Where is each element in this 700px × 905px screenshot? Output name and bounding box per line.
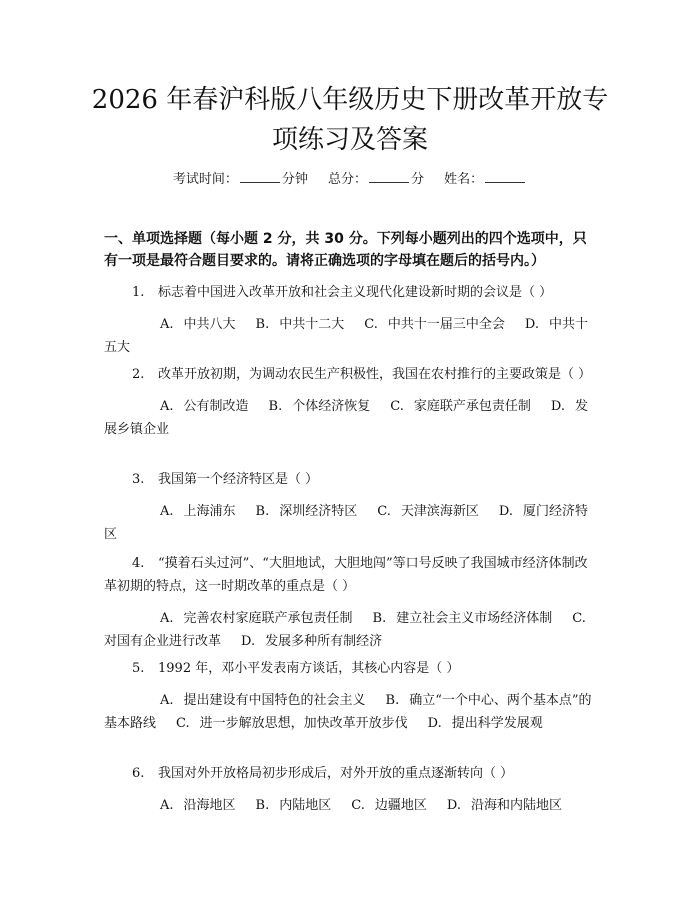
- option-b: [256, 798, 332, 813]
- option-letter: B.: [255, 798, 270, 813]
- option-text: 个体经济恢复: [292, 399, 371, 414]
- option-c: [377, 504, 479, 519]
- option-text: 建立社会主义市场经济体制: [396, 611, 553, 626]
- option-letter: D.: [427, 716, 442, 731]
- question-5: [104, 657, 598, 735]
- option-text: 沿海地区: [183, 798, 236, 813]
- option-b: [256, 504, 358, 519]
- question-stem: [104, 657, 598, 680]
- option-letter: C.: [351, 798, 365, 813]
- option-b: [256, 317, 345, 332]
- question-number: 1.: [132, 285, 145, 300]
- option-text: 厦门经济特区: [104, 504, 588, 542]
- option-letter: D.: [498, 504, 513, 519]
- option-a: [160, 693, 366, 708]
- question-number: 6.: [132, 766, 145, 781]
- option-letter: A.: [160, 611, 174, 626]
- exam-time-unit: 分钟: [281, 172, 308, 187]
- option-text: 家庭联产承包责任制: [413, 399, 531, 414]
- option-letter: A.: [160, 317, 174, 332]
- question-number: 2.: [132, 367, 145, 382]
- exam-time: [173, 170, 308, 189]
- option-letter: D.: [524, 317, 539, 332]
- question-text: 1992 年，邓小平发表南方谈话，其核心内容是（ ）: [158, 661, 460, 676]
- option-letter: B.: [372, 611, 387, 626]
- exam-time-label: 考试时间：: [172, 172, 238, 187]
- option-a: [160, 317, 236, 332]
- option-text: 上海浦东: [183, 504, 236, 519]
- option-text: 边疆地区: [374, 798, 427, 813]
- exam-name-blank: [485, 170, 525, 183]
- exam-score-unit: 分: [411, 172, 425, 187]
- document-title: [60, 80, 640, 160]
- option-letter: B.: [385, 693, 400, 708]
- question-stem: [104, 468, 598, 491]
- option-text: 确立“一个中心、两个基本点”的基本路线: [104, 693, 592, 731]
- option-a: [160, 399, 249, 414]
- option-text: 进一步解放思想，加快改革开放步伐: [199, 716, 408, 731]
- question-stem: [104, 552, 598, 598]
- option-d: [241, 634, 382, 649]
- option-c: [351, 798, 427, 813]
- question-options: [104, 313, 598, 359]
- option-letter: C.: [572, 611, 586, 626]
- option-text: 中共十一届三中全会: [387, 317, 505, 332]
- option-c: [364, 317, 505, 332]
- option-text: 天津滨海新区: [400, 504, 479, 519]
- option-text: 沿海和内陆地区: [470, 798, 562, 813]
- option-a: [160, 798, 236, 813]
- option-c: [176, 716, 408, 731]
- question-4: [104, 552, 598, 653]
- option-d: [428, 716, 543, 731]
- question-number: 3.: [132, 472, 145, 487]
- exam-score-label: 总分：: [327, 172, 367, 187]
- question-text: “摸着石头过河”、“大胆地试，大胆地闯”等口号反映了我国城市经济体制改革初期的特点，这一时期改革的重点是（ ）: [104, 556, 588, 594]
- option-text: 发展乡镇企业: [104, 399, 588, 437]
- question-text: 我国第一个经济特区是（ ）: [158, 472, 319, 487]
- question-options: [104, 500, 598, 546]
- exam-info-line: [0, 170, 700, 189]
- title-line-1: 2026 年春沪科版八年级历史下册改革开放专: [91, 85, 609, 115]
- option-text: 公有制改造: [183, 399, 249, 414]
- question-number: 5.: [132, 661, 145, 676]
- question-text: 我国对外开放格局初步形成后，对外开放的重点逐渐转向（ ）: [158, 766, 514, 781]
- option-text: 中共十五大: [104, 317, 588, 355]
- option-text: 内陆地区: [279, 798, 332, 813]
- question-options: [104, 794, 598, 817]
- question-stem: [104, 363, 598, 386]
- option-text: 提出科学发展观: [451, 716, 543, 731]
- option-letter: A.: [160, 504, 174, 519]
- option-letter: B.: [268, 399, 283, 414]
- question-stem: [104, 762, 598, 785]
- title-line-2: 项练习及答案: [271, 125, 428, 155]
- question-options: [104, 395, 598, 441]
- option-b: [373, 611, 553, 626]
- option-letter: C.: [176, 716, 190, 731]
- question-stem: [104, 281, 598, 304]
- option-a: [160, 504, 236, 519]
- question-text: 标志着中国进入改革开放和社会主义现代化建设新时期的会议是（ ）: [158, 285, 553, 300]
- exam-time-blank: [240, 170, 280, 183]
- exam-name-label: 姓名：: [444, 172, 484, 187]
- option-letter: A.: [160, 399, 174, 414]
- option-d: [447, 798, 562, 813]
- option-letter: A.: [160, 693, 174, 708]
- exam-name: [444, 170, 527, 189]
- option-letter: A.: [160, 798, 174, 813]
- option-text: 发展多种所有制经济: [265, 634, 383, 649]
- option-text: 完善农村家庭联产承包责任制: [183, 611, 353, 626]
- question-3: [104, 468, 598, 546]
- option-text: 提出建设有中国特色的社会主义: [183, 693, 366, 708]
- option-letter: D.: [446, 798, 461, 813]
- option-letter: B.: [255, 317, 270, 332]
- question-options: [104, 689, 598, 735]
- question-6: [104, 762, 598, 817]
- option-letter: C.: [377, 504, 391, 519]
- exam-score-blank: [369, 170, 409, 183]
- question-1: [104, 281, 598, 359]
- option-text: 中共十二大: [279, 317, 345, 332]
- exam-score: [328, 170, 424, 189]
- option-letter: B.: [255, 504, 270, 519]
- option-text: 对国有企业进行改革: [104, 634, 222, 649]
- option-letter: C.: [390, 399, 404, 414]
- option-c: [390, 399, 531, 414]
- option-text: 深圳经济特区: [279, 504, 358, 519]
- question-options: [104, 607, 598, 653]
- option-text: 中共八大: [183, 317, 236, 332]
- option-a: [160, 611, 353, 626]
- question-2: [104, 363, 598, 441]
- option-letter: D.: [241, 634, 256, 649]
- question-text: 改革开放初期，为调动农民生产积极性，我国在农村推行的主要政策是（ ）: [158, 367, 592, 382]
- question-number: 4.: [132, 556, 145, 571]
- section-heading: 一、单项选择题（每小题 2 分，共 30 分。下列每小题列出的四个选项中，只有一项是最符合题目要求的。请将正确选项的字母填在题后的括号内。）: [104, 231, 587, 269]
- option-b: [269, 399, 371, 414]
- option-letter: C.: [364, 317, 378, 332]
- option-letter: D.: [550, 399, 565, 414]
